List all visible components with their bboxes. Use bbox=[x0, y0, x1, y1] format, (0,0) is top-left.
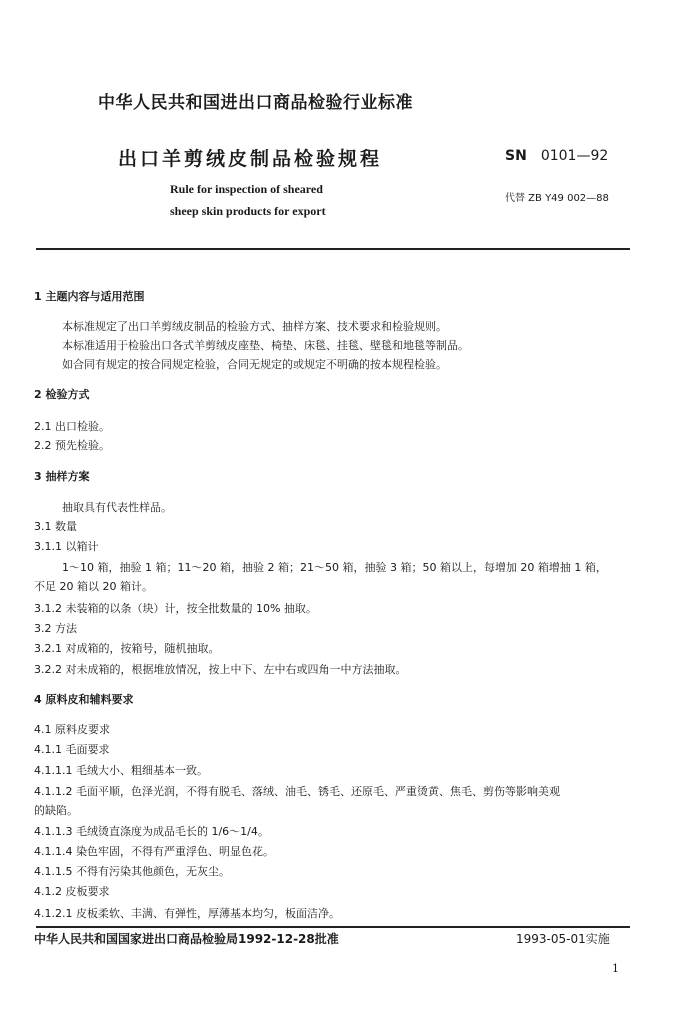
body-line: 4.1.1.2 毛面平顺，色泽光润，不得有脱毛、落绒、油毛、锈毛、还原毛、严重烫黄、焦毛、剪伤等影响美观 bbox=[34, 785, 560, 798]
section-heading: 2 检验方式 bbox=[34, 388, 90, 401]
standard-code-prefix: SN bbox=[505, 148, 527, 164]
body-line: 4.1.1.5 不得有污染其他颜色，无灰尘。 bbox=[34, 865, 230, 878]
body-line: 2.2 预先检验。 bbox=[34, 439, 110, 452]
body-line: 4.1 原料皮要求 bbox=[34, 723, 110, 736]
section-heading: 1 主题内容与适用范围 bbox=[34, 290, 145, 303]
approval-note: 中华人民共和国国家进出口商品检验局1992-12-28批准 bbox=[34, 932, 339, 946]
body-line: 2.1 出口检验。 bbox=[34, 420, 110, 433]
standard-code-number: 0101—92 bbox=[540, 148, 609, 164]
body-line: 4.1.2.1 皮板柔软、丰满、有弹性，厚薄基本均匀，板面洁净。 bbox=[34, 907, 340, 920]
footer-divider bbox=[36, 926, 630, 928]
section-heading: 3 抽样方案 bbox=[34, 470, 90, 483]
body-line: 3.1.2 未装箱的以条（块）计，按全批数量的 10% 抽取。 bbox=[34, 602, 317, 615]
body-line: 4.1.1.4 染色牢固，不得有严重浮色、明显色花。 bbox=[34, 845, 274, 858]
section-heading: 4 原料皮和辅料要求 bbox=[34, 693, 134, 706]
document-title: 出口羊剪绒皮制品检验规程 bbox=[118, 148, 383, 170]
body-line: 3.2.2 对未成箱的，根据堆放情况，按上中下、左中右或四角一中方法抽取。 bbox=[34, 663, 407, 676]
body-line: 3.2.1 对成箱的，按箱号，随机抽取。 bbox=[34, 642, 220, 655]
english-title-line-2: sheep skin products for export bbox=[170, 204, 326, 218]
header-divider bbox=[36, 248, 630, 250]
body-line: 不足 20 箱以 20 箱计。 bbox=[34, 580, 153, 593]
body-line: 4.1.1 毛面要求 bbox=[34, 743, 110, 756]
body-line: 4.1.2 皮板要求 bbox=[34, 885, 110, 898]
replaces-note: 代替 ZB Y49 002—88 bbox=[505, 193, 609, 204]
body-line: 3.2 方法 bbox=[34, 622, 77, 635]
body-line: 如合同有规定的按合同规定检验，合同无规定的或规定不明确的按本规程检验。 bbox=[62, 358, 447, 371]
standard-code bbox=[505, 148, 608, 164]
body-line: 抽取具有代表性样品。 bbox=[62, 501, 172, 514]
body-line: 本标准适用于检验出口各式羊剪绒皮座垫、椅垫、床毯、挂毯、壁毯和地毯等制品。 bbox=[62, 339, 469, 352]
body-line: 1～10 箱，抽验 1 箱；11～20 箱，抽验 2 箱；21～50 箱，抽验 3 箱；50 箱以上，每增加 20 箱增抽 1 箱， bbox=[62, 561, 607, 574]
page-number: 1 bbox=[612, 962, 619, 975]
effective-date: 1993-05-01实施 bbox=[516, 932, 610, 946]
body-line: 4.1.1.3 毛绒烫直涤度为成品毛长的 1/6～1/4。 bbox=[34, 825, 269, 838]
issuing-organization: 中华人民共和国进出口商品检验行业标准 bbox=[98, 93, 413, 113]
body-line: 的缺陷。 bbox=[34, 804, 78, 817]
english-title-line-1: Rule for inspection of sheared bbox=[170, 182, 323, 196]
body-line: 本标准规定了出口羊剪绒皮制品的检验方式、抽样方案、技术要求和检验规则。 bbox=[62, 320, 447, 333]
body-line: 3.1.1 以箱计 bbox=[34, 540, 99, 553]
body-line: 3.1 数量 bbox=[34, 520, 77, 533]
body-line: 4.1.1.1 毛绒大小、粗细基本一致。 bbox=[34, 764, 208, 777]
